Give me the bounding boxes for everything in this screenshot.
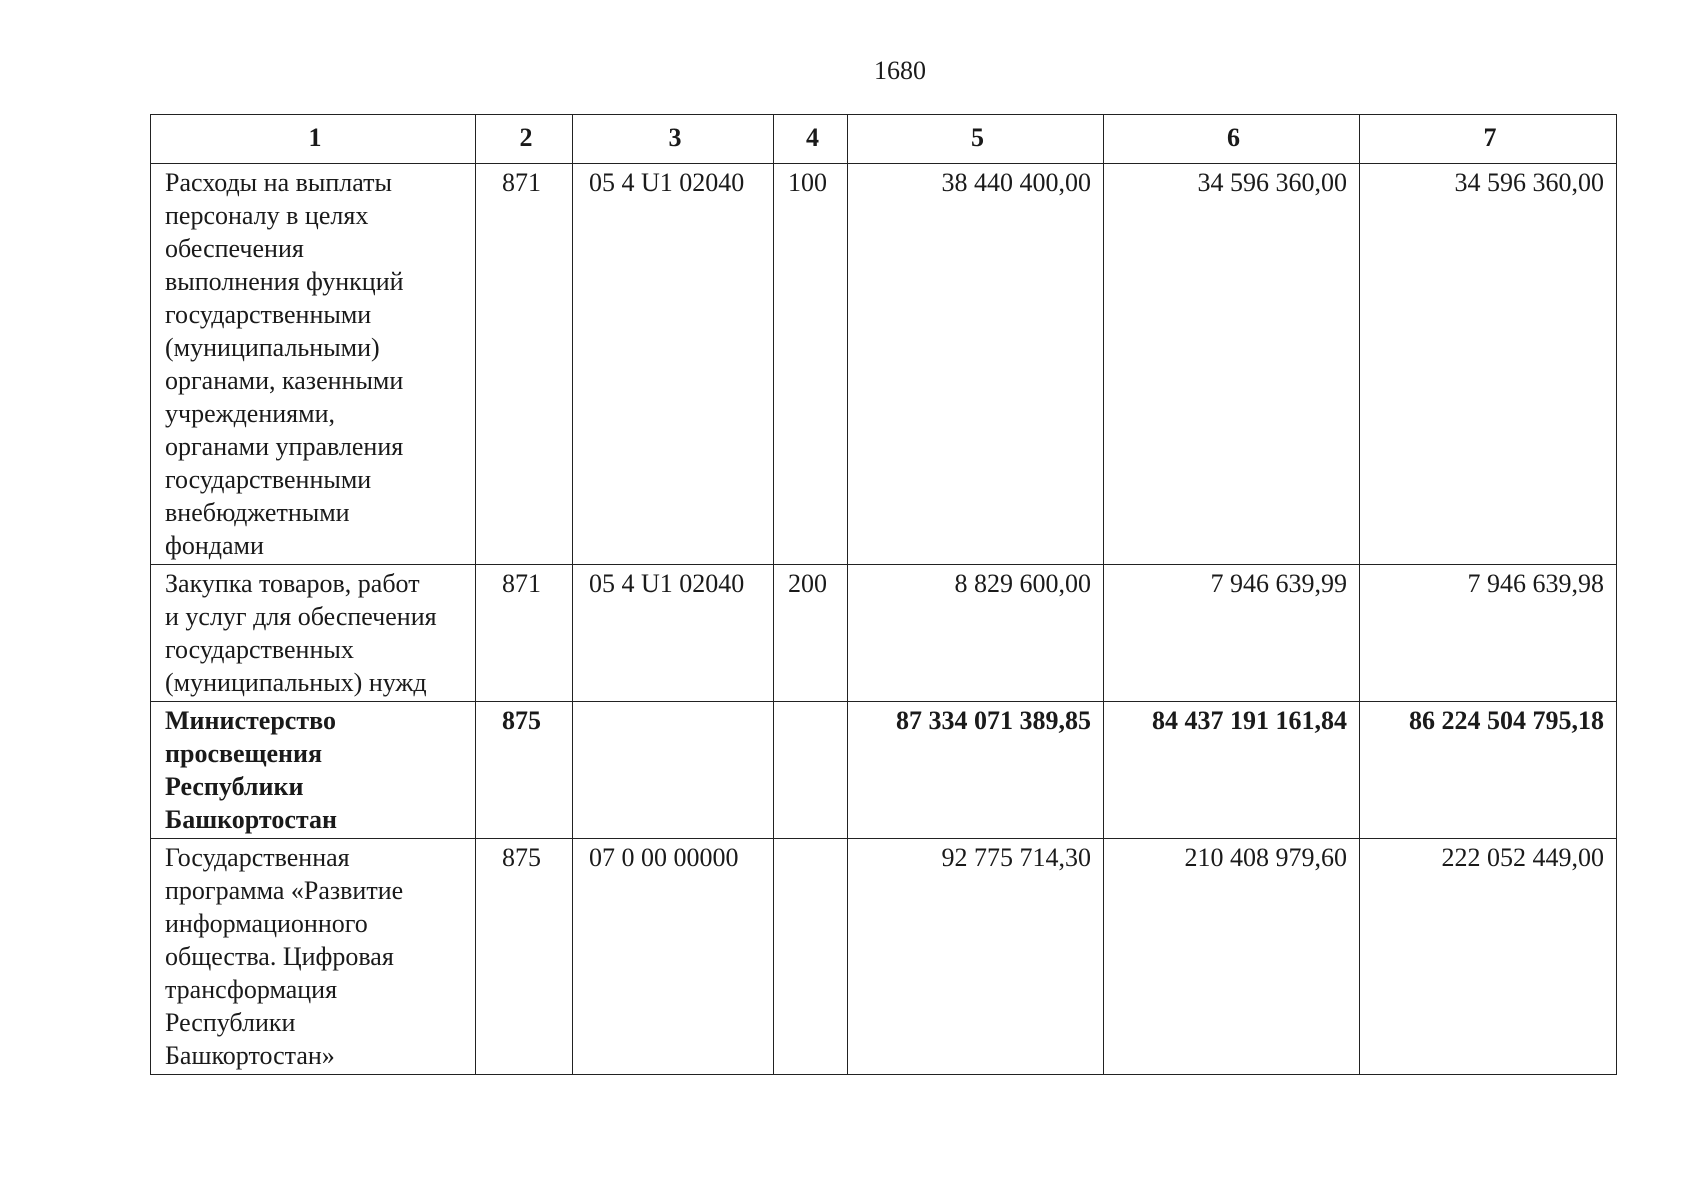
table-row bbox=[151, 839, 1617, 1075]
amount-col-6: 34 596 360,00 bbox=[1104, 164, 1360, 565]
row-description: Министерство просвещения Республики Башкортостан bbox=[151, 702, 476, 839]
column-header: 2 bbox=[476, 115, 573, 164]
header-row bbox=[151, 115, 1617, 164]
amount-col-7: 34 596 360,00 bbox=[1360, 164, 1617, 565]
row-description: Расходы на выплаты персоналу в целях обеспечения выполнения функций государственными (муниципальными) органами, казенными учреждениями, органами управления государственными внебюджетными фондами bbox=[151, 164, 476, 565]
column-header: 6 bbox=[1104, 115, 1360, 164]
table-row bbox=[151, 164, 1617, 565]
expense-type-code bbox=[774, 702, 848, 839]
page-number: 1680 bbox=[874, 56, 926, 85]
column-header: 4 bbox=[774, 115, 848, 164]
target-code: 05 4 U1 02040 bbox=[573, 565, 774, 702]
budget-table bbox=[150, 114, 1617, 1075]
amount-col-7: 86 224 504 795,18 bbox=[1360, 702, 1617, 839]
ministry-code: 875 bbox=[476, 702, 573, 839]
amount-col-5: 92 775 714,30 bbox=[848, 839, 1104, 1075]
ministry-code: 871 bbox=[476, 164, 573, 565]
column-header: 1 bbox=[151, 115, 476, 164]
table-row-total bbox=[151, 702, 1617, 839]
column-header: 5 bbox=[848, 115, 1104, 164]
table-row bbox=[151, 565, 1617, 702]
column-header: 7 bbox=[1360, 115, 1617, 164]
row-description: Государственная программа «Развитие информационного общества. Цифровая трансформация Республики Башкортостан» bbox=[151, 839, 476, 1075]
amount-col-5: 8 829 600,00 bbox=[848, 565, 1104, 702]
ministry-code: 875 bbox=[476, 839, 573, 1075]
amount-col-5: 38 440 400,00 bbox=[848, 164, 1104, 565]
amount-col-5: 87 334 071 389,85 bbox=[848, 702, 1104, 839]
expense-type-code: 200 bbox=[774, 565, 848, 702]
amount-col-6: 7 946 639,99 bbox=[1104, 565, 1360, 702]
target-code bbox=[573, 702, 774, 839]
expense-type-code: 100 bbox=[774, 164, 848, 565]
expense-type-code bbox=[774, 839, 848, 1075]
amount-col-7: 222 052 449,00 bbox=[1360, 839, 1617, 1075]
amount-col-6: 210 408 979,60 bbox=[1104, 839, 1360, 1075]
row-description: Закупка товаров, работ и услуг для обеспечения государственных (муниципальных) нужд bbox=[151, 565, 476, 702]
ministry-code: 871 bbox=[476, 565, 573, 702]
column-header: 3 bbox=[573, 115, 774, 164]
amount-col-6: 84 437 191 161,84 bbox=[1104, 702, 1360, 839]
amount-col-7: 7 946 639,98 bbox=[1360, 565, 1617, 702]
target-code: 07 0 00 00000 bbox=[573, 839, 774, 1075]
target-code: 05 4 U1 02040 bbox=[573, 164, 774, 565]
